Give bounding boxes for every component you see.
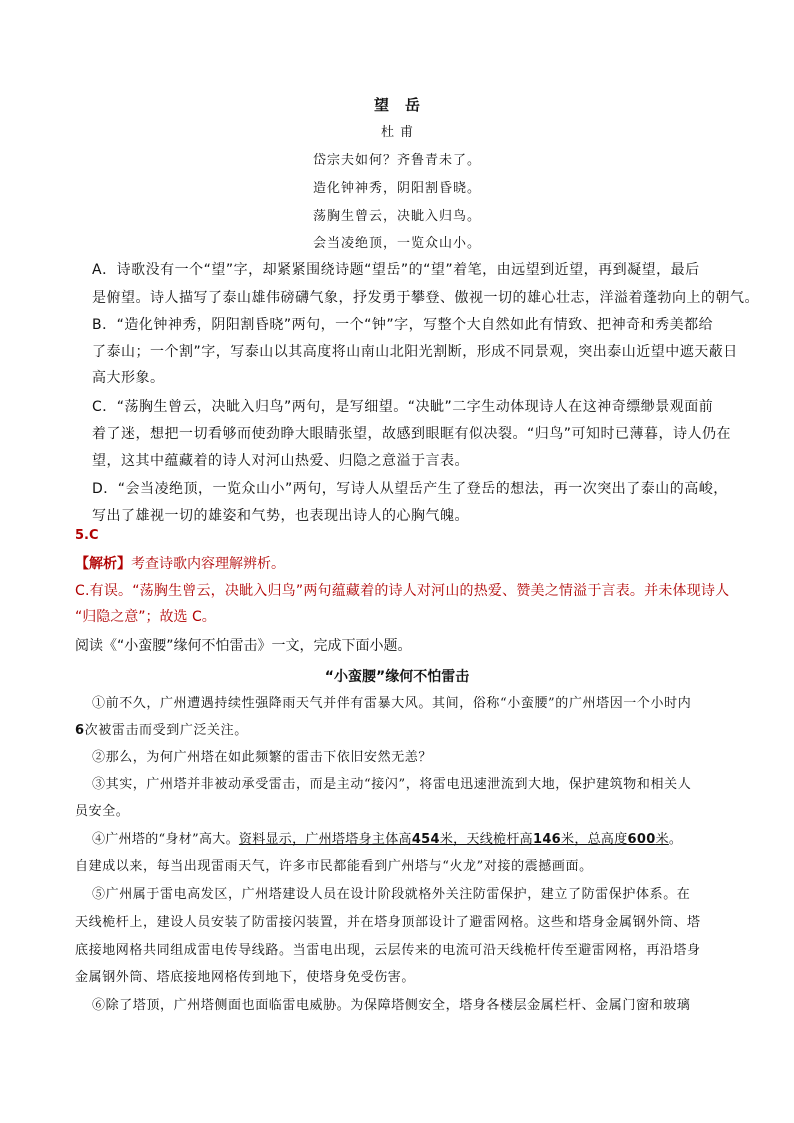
fact-text: 米，天线桅杆高	[439, 832, 533, 847]
paragraph-5-cont: 底接地网格共同组成雷电传导线路。当雷电出现，云层传来的电流可沿天线桅杆传至避雷网格，再沿塔身	[75, 943, 701, 958]
option-c-line: 着了迷，想把一切看够而使劲睁大眼睛张望，故感到眼眶有似决裂。“归鸟”可知时已薄暮，诗人仍在	[92, 426, 732, 442]
fact-number: 600	[627, 832, 656, 847]
poem-line: 会当凌绝顶，一览众山小。	[312, 236, 481, 251]
option-b-line: B．“造化钟神秀，阴阳割昏晓”两句，一个“钟”字，写整个大自然如此有情致、把神奇和秀美都给	[92, 317, 714, 333]
paragraph-4	[92, 828, 682, 847]
analysis-detail: C.有误。“荡胸生曾云，决眦入归鸟”两句蕴藏着的诗人对河山的热爱、赞美之情溢于言表。并未体现诗人	[75, 583, 730, 599]
count-number: 6	[75, 723, 85, 738]
option-b-line: 了泰山；一个割”字，写泰山以其高度将山南山北阳光割断，形成不同景观，突出泰山近望中遮天蔽日	[92, 344, 738, 360]
fact-text: 米	[655, 832, 669, 847]
poem-line: 荡胸生曾云，决眦入归鸟。	[312, 209, 481, 224]
paragraph-2: ②那么，为何广州塔在如此频繁的雷击下依旧安然无恙？	[92, 750, 433, 765]
fact-number: 454	[411, 832, 440, 847]
poem-line: 造化钟神秀，阴阳割昏晓。	[312, 181, 481, 196]
analysis-text: 考查诗歌内容理解辨析。	[131, 556, 285, 572]
analysis-detail: “归隐之意”；故选 C。	[75, 609, 216, 625]
paragraph-3-cont: 员安全。	[75, 804, 130, 819]
paragraph-6: ⑥除了塔顶，广州塔侧面也面临雷电威胁。为保障塔侧安全，塔身各楼层金属栏杆、金属门窗和玻璃	[92, 998, 691, 1013]
reading-prompt: 阅读《“小蛮腰”缘何不怕雷击》一文，完成下面小题。	[75, 638, 412, 654]
fact-text: 资料显示，广州塔塔身主体高	[238, 832, 412, 847]
option-d-line: 写出了雄视一切的雄姿和气势，也表现出诗人的心胸气魄。	[92, 508, 469, 524]
fact-text: 米，总高度	[561, 832, 628, 847]
paragraph-1: ①前不久，广州遭遇持续性强降雨天气并伴有雷暴大风。其间，俗称“小蛮腰”的广州塔因一个小时内	[92, 696, 692, 711]
fact-number: 146	[532, 832, 562, 847]
option-a-line: 是俯望。诗人描写了泰山雄伟磅礴气象，抒发勇于攀登、傲视一切的雄心壮志，洋溢着蓬勃向上的朝气。	[92, 290, 759, 306]
paragraph-1-cont	[75, 719, 248, 738]
paragraph-text: 次被雷击而受到广泛关注。	[84, 723, 248, 738]
paragraph-5-cont: 天线桅杆上，建设人员安装了防雷接闪装置，并在塔身顶部设计了避雷网格。这些和塔身金属钢外筒、塔	[75, 915, 701, 930]
paragraph-text: ④广州塔的“身材”高大。	[92, 832, 239, 847]
answer-label: 5.C	[75, 528, 99, 543]
option-d-line: D．“会当凌绝顶，一览众山小”两句，写诗人从望岳产生了登岳的想法，再一次突出了泰山的高峻，	[92, 481, 728, 497]
poem-line: 岱宗夫如何？齐鲁青未了。	[312, 153, 481, 168]
option-b-line: 高大形象。	[92, 370, 165, 386]
option-a-line: A．诗歌没有一个“望”字，却紧紧围绕诗题“望岳”的“望”着笔，由远望到近望，再到凝望，最后	[92, 262, 700, 278]
paragraph-5-cont: 金属钢外筒、塔底接地网格传到地下，使塔身免受伤害。	[75, 970, 416, 985]
analysis-line	[75, 553, 285, 573]
article-title: “小蛮腰”缘何不怕雷击	[324, 669, 470, 685]
paragraph-5: ⑤广州属于雷电高发区，广州塔建设人员在设计阶段就格外关注防雷保护，建立了防雷保护体系。在	[92, 887, 691, 902]
paragraph-text: 。	[668, 832, 683, 847]
poem-author: 杜甫	[380, 125, 419, 140]
poem-title: 望岳	[373, 96, 436, 114]
paragraph-3: ③其实，广州塔并非被动承受雷击，而是主动“接闪”，将雷电迅速泄流到大地，保护建筑物和相关人	[92, 777, 692, 792]
underlined-fact	[239, 832, 669, 847]
analysis-tag: 【解析】	[75, 556, 131, 572]
option-c-line: C．“荡胸生曾云，决眦入归鸟”两句，是写细望。“决眦”二字生动体现诗人在这神奇缥缈景观面前	[92, 399, 714, 415]
option-c-line: 望，这其中蕴藏着的诗人对河山热爱、归隐之意溢于言表。	[92, 453, 469, 469]
paragraph-4-cont: 自建成以来，每当出现雷雨天气，许多市民都能看到广州塔与“火龙”对接的震撼画面。	[75, 859, 593, 874]
